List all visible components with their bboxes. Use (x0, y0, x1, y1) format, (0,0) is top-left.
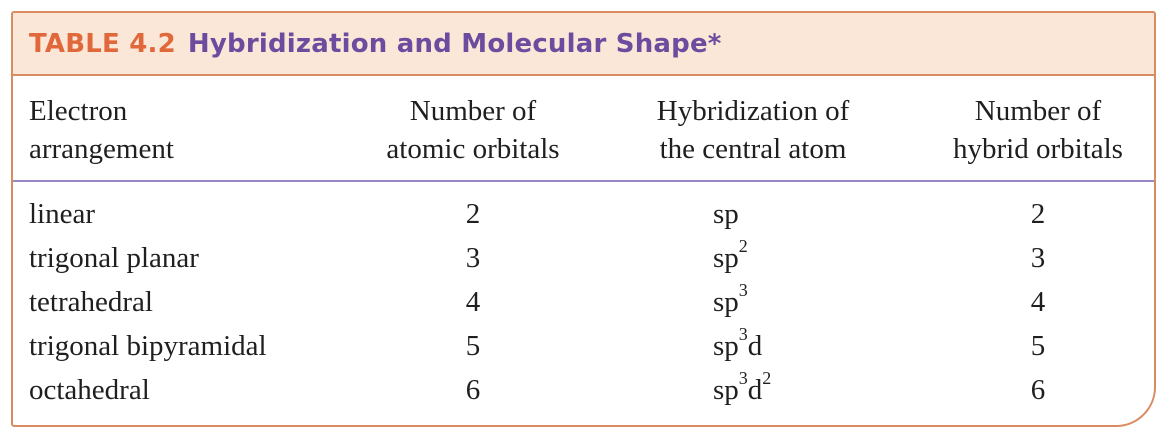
cell-hybrid-orbitals: 6 (1030, 374, 1046, 406)
cell-atomic-orbitals: 6 (465, 374, 481, 406)
cell-hybrid-orbitals: 4 (1030, 286, 1046, 318)
table-caption (13, 13, 1154, 76)
cell-hybridization: $sp^3d^2$ (713, 368, 772, 406)
cell-arrangement: tetrahedral (29, 286, 153, 318)
cell-hybridization: $sp^3d$ (713, 324, 763, 362)
cell-arrangement: linear (29, 198, 96, 230)
column-header-row (13, 76, 1154, 182)
cell-hybridization: $sp^3$ (713, 280, 748, 318)
table-row (13, 236, 1154, 281)
cell-hybridization: $sp^2$ (713, 236, 748, 274)
cell-atomic-orbitals: 3 (465, 242, 481, 274)
header-atomic-orbitals: Number of atomic orbitals (386, 95, 560, 165)
table-title: Hybridization and Molecular Shape* (187, 28, 722, 59)
header-hybrid-orbitals: Number of hybrid orbitals (953, 95, 1123, 165)
cell-atomic-orbitals: 4 (465, 286, 481, 318)
table-number: TABLE 4.2 (29, 28, 176, 59)
cell-hybrid-orbitals: 3 (1030, 242, 1046, 274)
header-electron-arrangement: Electron arrangement (29, 95, 174, 165)
cell-hybrid-orbitals: 5 (1030, 330, 1046, 362)
table-row (13, 324, 1154, 369)
cell-atomic-orbitals: 5 (465, 330, 481, 362)
cell-arrangement: trigonal planar (29, 242, 199, 274)
cell-arrangement: trigonal bipyramidal (29, 330, 267, 362)
cell-arrangement: octahedral (29, 374, 150, 406)
cell-hybrid-orbitals: 2 (1030, 198, 1046, 230)
table-row (13, 280, 1154, 325)
table-row (13, 192, 1154, 237)
table-row (13, 368, 1154, 413)
cell-atomic-orbitals: 2 (465, 198, 481, 230)
cell-hybridization: sp (713, 198, 739, 230)
hybridization-table (11, 11, 1156, 427)
header-hybridization: Hybridization of the central atom (656, 95, 850, 165)
